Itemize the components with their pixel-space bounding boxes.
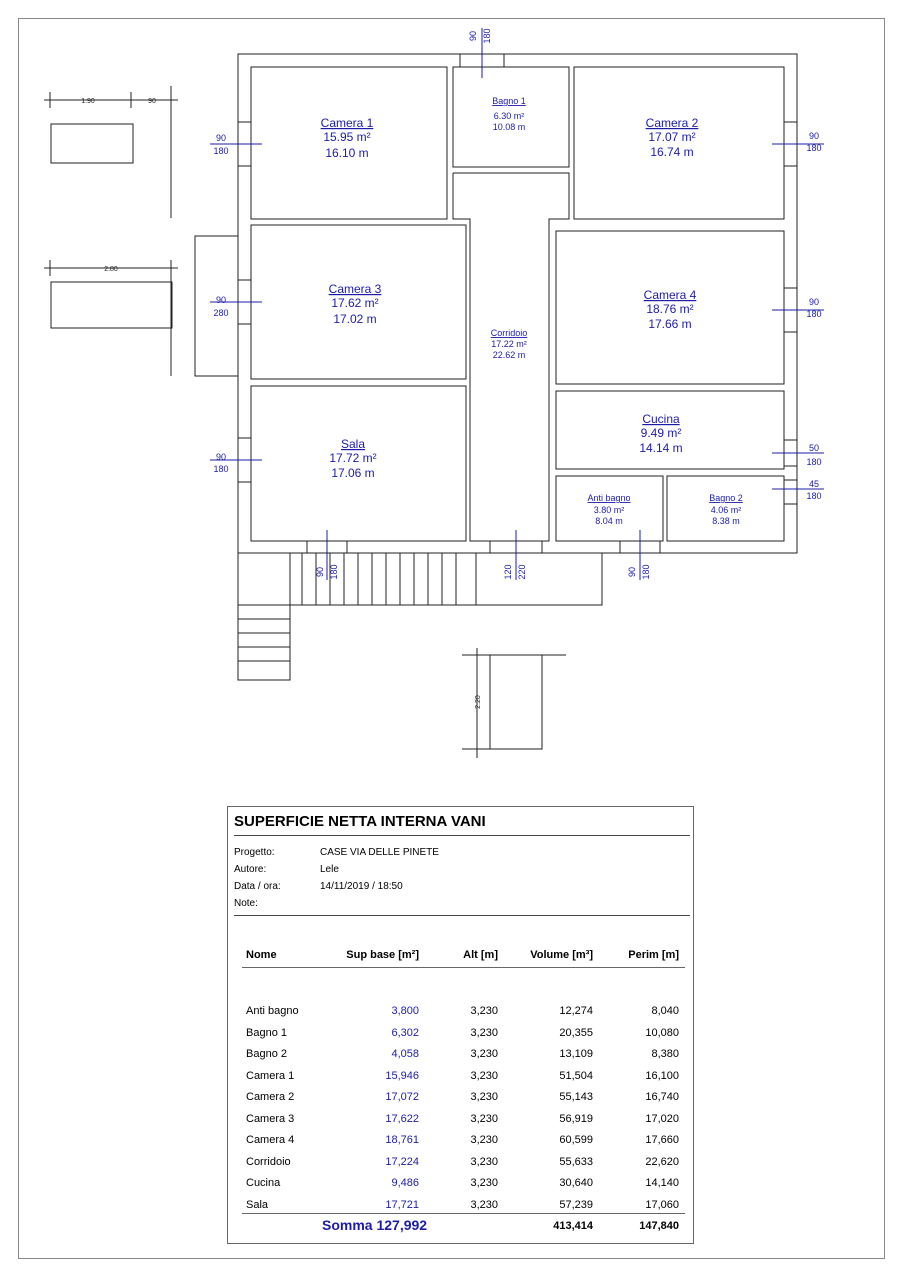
meta-value: 14/11/2019 / 18:50 (320, 881, 403, 892)
dim-4: 2.20 (475, 695, 482, 709)
room-area: 3.80 m² (593, 505, 625, 515)
cell-name: Sala (246, 1198, 269, 1211)
cell-alt: 3,230 (470, 1155, 498, 1168)
balcony (195, 236, 238, 376)
cell-vol: 12,274 (559, 1005, 593, 1017)
col-alt: Alt [m] (463, 949, 498, 961)
meta-label: Autore: (234, 864, 267, 875)
meta-value: CASE VIA DELLE PINETE (320, 847, 439, 858)
cell-per: 10,080 (645, 1026, 679, 1039)
room-area: 4.06 m² (710, 505, 742, 515)
table-row (228, 1177, 693, 1193)
total-row (228, 1217, 693, 1236)
cell-name: Camera 3 (246, 1112, 295, 1125)
table-row (228, 1048, 693, 1064)
opening-h: 180 (482, 28, 492, 44)
cell-per: 16,740 (645, 1091, 679, 1103)
opening-w: 90 (215, 133, 227, 143)
room-name: Anti bagno (587, 493, 631, 503)
opening-w: 45 (808, 479, 820, 489)
cell-sup: 17,224 (385, 1155, 419, 1168)
opening-h: 180 (806, 457, 822, 467)
report-title: SUPERFICIE NETTA INTERNA VANI (234, 813, 486, 830)
cell-vol: 56,919 (559, 1112, 593, 1125)
opening-h: 180 (806, 309, 822, 319)
room-area: 15.95 m² (323, 130, 371, 144)
meta-label: Data / ora: (234, 881, 281, 892)
table-row (228, 1070, 693, 1086)
cell-alt: 3,230 (470, 1177, 498, 1189)
cell-per: 17,660 (645, 1134, 679, 1146)
opening-w: 90 (808, 297, 820, 307)
table-row (228, 1005, 693, 1021)
divider (234, 915, 690, 916)
divider (242, 967, 685, 968)
opening-w: 90 (468, 30, 478, 42)
cell-name: Camera 1 (246, 1069, 295, 1082)
room-name: Sala (340, 437, 366, 451)
cell-per: 14,140 (645, 1177, 679, 1189)
stairs (238, 553, 456, 661)
cell-alt: 3,230 (470, 1005, 498, 1017)
cell-sup: 15,946 (385, 1069, 419, 1082)
report-table (227, 806, 694, 1244)
cell-sup: 17,622 (385, 1112, 419, 1125)
cell-per: 17,020 (645, 1112, 679, 1125)
divider (234, 835, 690, 836)
room-perimeter: 8.38 m (712, 516, 740, 526)
cell-name: Anti bagno (246, 1005, 299, 1017)
table-row (228, 1113, 693, 1129)
cell-alt: 3,230 (470, 1048, 498, 1060)
cell-name: Bagno 1 (246, 1026, 287, 1039)
col-sup: Sup base [m²] (346, 949, 419, 961)
cell-vol: 13,109 (559, 1048, 593, 1060)
cell-vol: 55,143 (559, 1091, 593, 1103)
opening-w: 90 (315, 566, 325, 578)
room-perimeter: 16.10 m (325, 146, 369, 160)
dim-3: 2.80 (104, 266, 118, 273)
divider (242, 1213, 685, 1214)
opening-w: 90 (215, 295, 227, 305)
room-area: 6.30 m² (493, 111, 525, 121)
opening-h: 220 (517, 564, 527, 580)
cell-vol: 55,633 (559, 1155, 593, 1168)
opening-w: 50 (808, 443, 820, 453)
room-perimeter: 17.02 m (333, 312, 377, 326)
room-name: Camera 3 (328, 282, 382, 296)
cell-sup: 9,486 (391, 1177, 419, 1189)
cell-vol: 60,599 (559, 1134, 593, 1146)
cell-sup: 18,761 (385, 1134, 419, 1146)
opening-w: 90 (215, 452, 227, 462)
cell-per: 16,100 (645, 1069, 679, 1082)
cell-per: 22,620 (645, 1155, 679, 1168)
room-name: Cucina (642, 412, 680, 426)
cell-name: Bagno 2 (246, 1048, 287, 1060)
cell-alt: 3,230 (470, 1134, 498, 1146)
dim-2: 90 (148, 98, 156, 105)
dim-1: 1.90 (81, 98, 95, 105)
meta-label: Progetto: (234, 847, 275, 858)
cell-alt: 3,230 (470, 1091, 498, 1103)
table-row (228, 1091, 693, 1107)
room-name: Camera 1 (320, 116, 374, 130)
cell-alt: 3,230 (470, 1112, 498, 1125)
opening-h: 180 (806, 143, 822, 153)
cell-sup: 17,721 (385, 1198, 419, 1211)
opening-h: 180 (806, 491, 822, 501)
room-perimeter: 8.04 m (595, 516, 623, 526)
cell-vol: 30,640 (559, 1177, 593, 1189)
col-per: Perim [m] (628, 949, 679, 961)
table-header (228, 949, 693, 965)
cell-per: 8,040 (651, 1005, 679, 1017)
room-name: Corridoio (490, 328, 528, 338)
room-area: 17.07 m² (648, 130, 696, 144)
room-perimeter: 17.06 m (331, 466, 375, 480)
cell-sup: 4,058 (391, 1048, 419, 1060)
room-perimeter: 17.66 m (648, 317, 692, 331)
cell-alt: 3,230 (470, 1198, 498, 1211)
opening-w: 90 (627, 566, 637, 578)
opening-w: 120 (503, 564, 513, 580)
room-name: Camera 2 (645, 116, 699, 130)
opening-h: 180 (213, 464, 229, 474)
table-row (228, 1156, 693, 1172)
cell-vol: 57,239 (559, 1198, 593, 1211)
room-name: Bagno 1 (492, 96, 526, 106)
total-label: Somma 127,992 (322, 1217, 428, 1233)
opening-h: 180 (329, 564, 339, 580)
col-name: Nome (246, 949, 277, 961)
cell-name: Camera 4 (246, 1134, 295, 1146)
room-name: Camera 4 (643, 288, 697, 302)
table-row (228, 1027, 693, 1043)
cell-alt: 3,230 (470, 1026, 498, 1039)
opening-h: 280 (213, 308, 229, 318)
room-perimeter: 22.62 m (492, 350, 526, 360)
cell-alt: 3,230 (470, 1069, 498, 1082)
opening-h: 180 (213, 146, 229, 156)
table-row (228, 1134, 693, 1150)
room-area: 17.22 m² (491, 339, 527, 349)
cell-vol: 20,355 (559, 1026, 593, 1039)
total-perimeter: 147,840 (639, 1220, 679, 1232)
cell-sup: 3,800 (391, 1005, 419, 1017)
cell-sup: 6,302 (391, 1026, 419, 1039)
meta-value: Lele (320, 864, 339, 875)
room-area: 17.72 m² (329, 451, 377, 465)
room-area: 9.49 m² (640, 426, 682, 440)
meta-label: Note: (234, 898, 258, 909)
room-name: Bagno 2 (709, 493, 743, 503)
cell-per: 8,380 (651, 1048, 679, 1060)
cell-per: 17,060 (645, 1198, 679, 1211)
cell-vol: 51,504 (559, 1069, 593, 1082)
cell-sup: 17,072 (385, 1091, 419, 1103)
cell-name: Camera 2 (246, 1091, 295, 1103)
room-area: 18.76 m² (646, 302, 694, 316)
cell-name: Cucina (246, 1177, 281, 1189)
room-perimeter: 10.08 m (492, 122, 526, 132)
room-perimeter: 16.74 m (650, 145, 694, 159)
col-vol: Volume [m³] (530, 949, 593, 961)
total-volume: 413,414 (553, 1220, 593, 1232)
cell-name: Corridoio (246, 1155, 291, 1168)
opening-w: 90 (808, 131, 820, 141)
room-area: 17.62 m² (331, 296, 379, 310)
room-perimeter: 14.14 m (639, 441, 683, 455)
opening-h: 180 (641, 564, 651, 580)
